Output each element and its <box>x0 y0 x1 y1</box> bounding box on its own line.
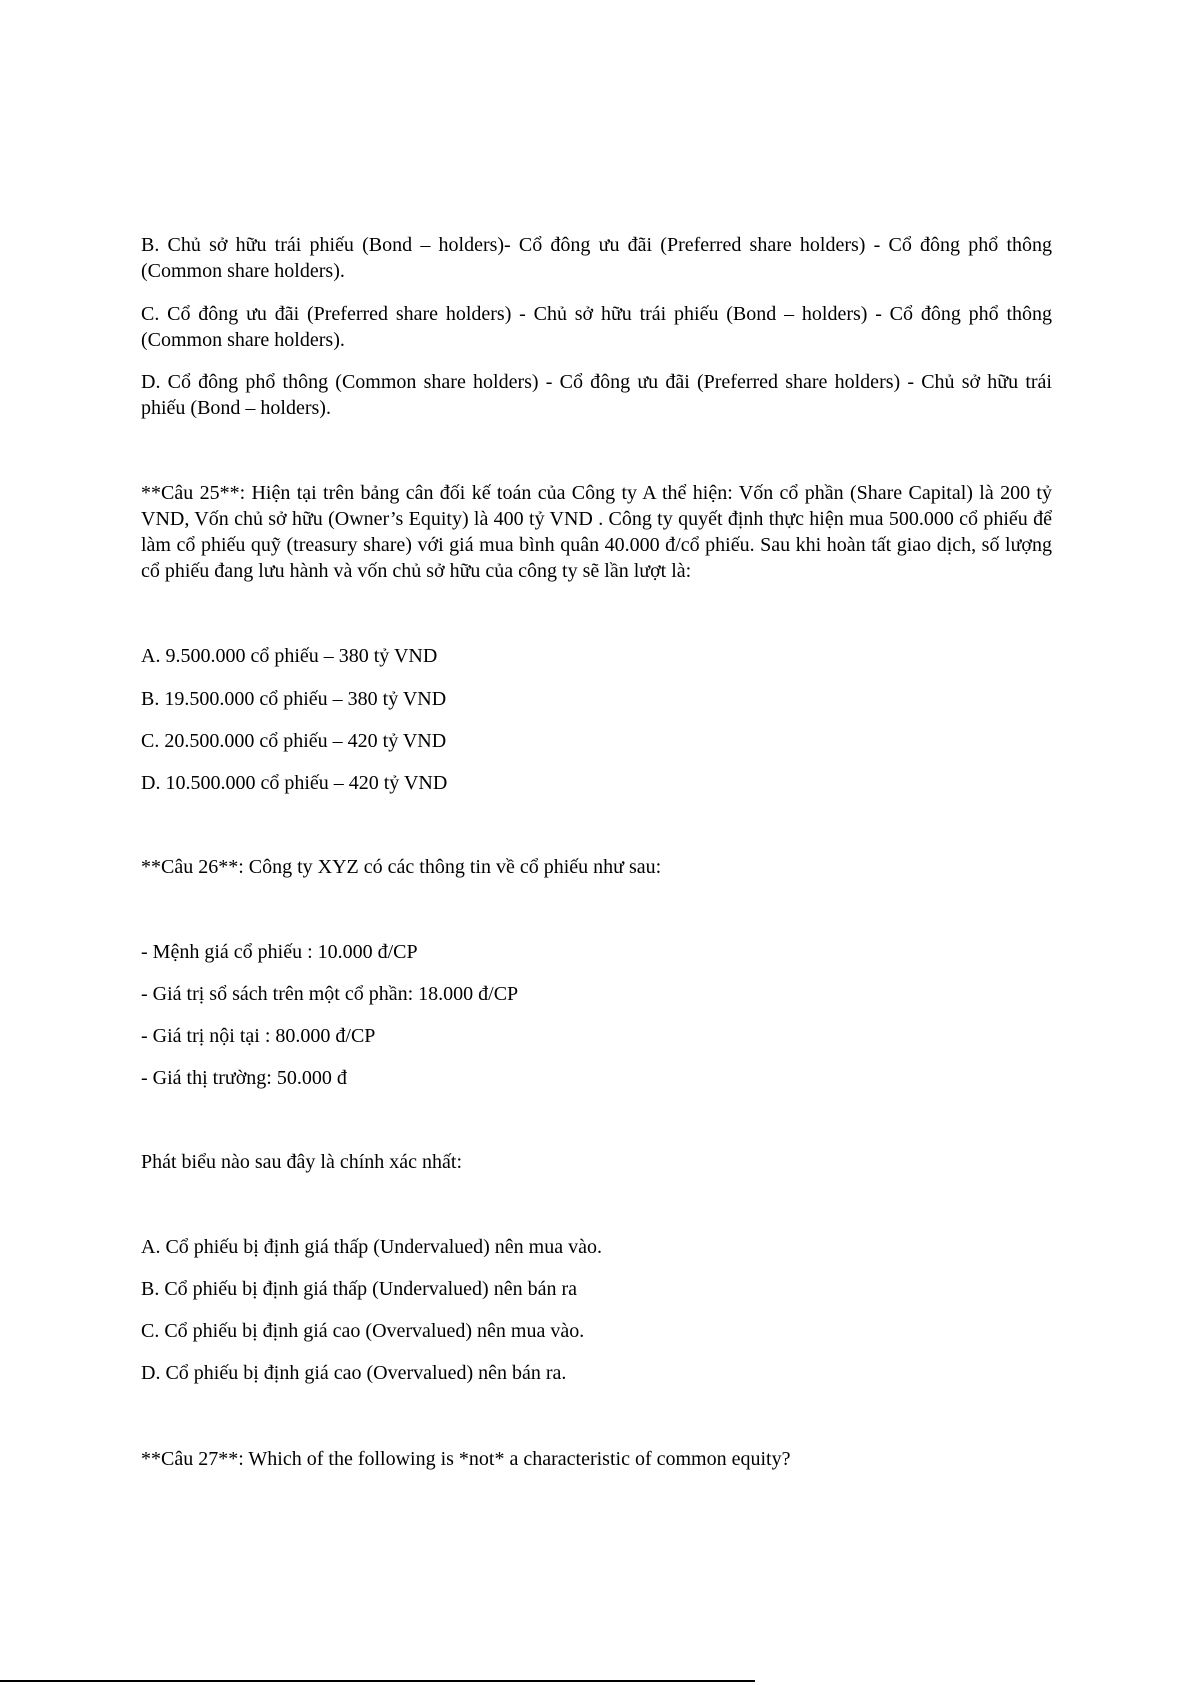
q26-option-d: D. Cổ phiếu bị định giá cao (Overvalued) nên bán ra. <box>141 1362 567 1384</box>
q26-option-c: C. Cổ phiếu bị định giá cao (Overvalued) nên mua vào. <box>141 1320 585 1342</box>
q27-question: **Câu 27**: Which of the following is *not* a characteristic of common equity? <box>141 1448 791 1470</box>
q24-option-b: B. Chủ sở hữu trái phiếu (Bond – holders)- Cổ đông ưu đãi (Preferred share holders) - Cổ đông phổ thông (Common share holders). <box>141 234 1052 282</box>
q25-option-c: C. 20.500.000 cổ phiếu – 420 tỷ VND <box>141 730 447 752</box>
q25-option-d: D. 10.500.000 cổ phiếu – 420 tỷ VND <box>141 772 448 794</box>
q25-option-a: A. 9.500.000 cổ phiếu – 380 tỷ VND <box>141 645 438 667</box>
q26-prompt: Phát biểu nào sau đây là chính xác nhất: <box>141 1151 463 1173</box>
q24-option-d: D. Cổ đông phổ thông (Common share holders) - Cổ đông ưu đãi (Preferred share holders) - Chủ sở hữu trái phiếu (Bond – holders). <box>141 371 1052 419</box>
q26-fact-par-value: - Mệnh giá cổ phiếu : 10.000 đ/CP <box>141 941 418 963</box>
q26-fact-market-price: - Giá thị trường: 50.000 đ <box>141 1067 347 1089</box>
q26-fact-book-value: - Giá trị sổ sách trên một cổ phần: 18.000 đ/CP <box>141 983 519 1005</box>
q24-option-c: C. Cổ đông ưu đãi (Preferred share holders) - Chủ sở hữu trái phiếu (Bond – holders) - Cổ đông phổ thông (Common share holders). <box>141 303 1052 351</box>
q25-question: **Câu 25**: Hiện tại trên bảng cân đối kế toán của Công ty A thể hiện: Vốn cổ phần (Share Capital) là 200 tỷ VND, Vốn chủ sở hữu (Owner’s Equity) là 400 tỷ VND . Công ty quyết định thực hiện mua 500.000 cổ phiếu để làm cổ phiếu quỹ (treasury share) với giá mua bình quân 40.000 đ/cổ phiếu. Sau khi hoàn tất giao dịch, số lượng cổ phiếu đang lưu hành và vốn chủ sở hữu của công ty sẽ lần lượt là: <box>141 482 1052 582</box>
q25-option-b: B. 19.500.000 cổ phiếu – 380 tỷ VND <box>141 688 447 710</box>
q26-option-a: A. Cổ phiếu bị định giá thấp (Undervalued) nên mua vào. <box>141 1236 602 1258</box>
q26-fact-intrinsic-value: - Giá trị nội tại : 80.000 đ/CP <box>141 1025 376 1047</box>
page-bottom-rule <box>0 1680 755 1682</box>
q26-question: **Câu 26**: Công ty XYZ có các thông tin về cổ phiếu như sau: <box>141 856 662 878</box>
q26-option-b: B. Cổ phiếu bị định giá thấp (Undervalued) nên bán ra <box>141 1278 577 1300</box>
